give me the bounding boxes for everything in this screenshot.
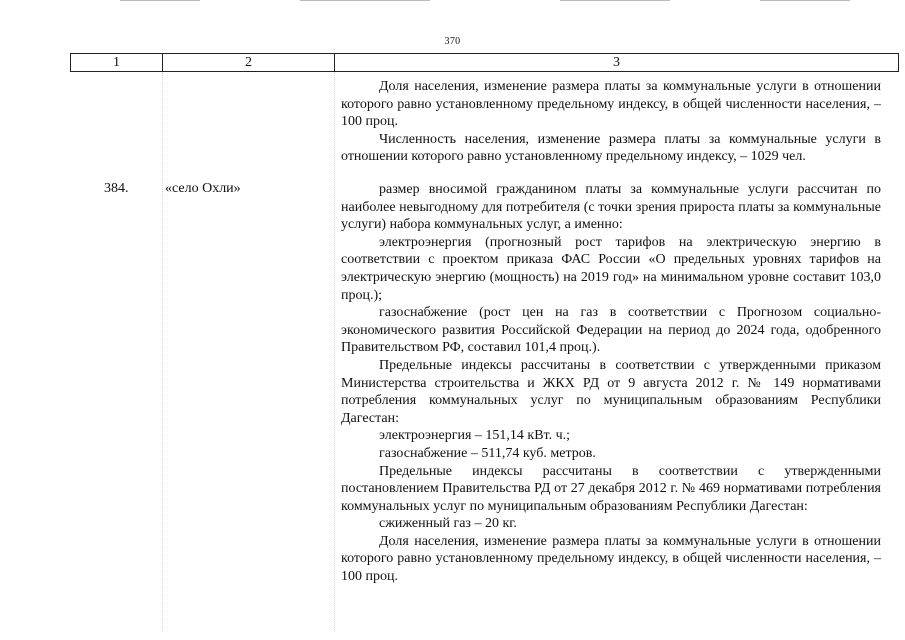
scan-edge-mark bbox=[760, 0, 850, 1]
paragraph: электроэнергия – 151,14 кВт. ч.; bbox=[379, 428, 571, 444]
scan-edge-mark bbox=[300, 0, 430, 1]
table-header bbox=[70, 53, 899, 72]
paragraph: газоснабжение (рост цен на газ в соответствии с Прогнозом социально-экономического развития Российской Федерации на период до 2024 года, одобренного Правительством РФ, составил 101,4 проц.). bbox=[341, 305, 881, 356]
paragraph: Предельные индексы рассчитаны в соответствии с утвержденными приказом Министерства строительства и ЖКХ РД от 9 августа 2012 г. № 149 нормативами потребления коммунальных услуг по муниципальным образованиям Республики Дагестан: bbox=[341, 357, 881, 426]
row-number: 384. bbox=[104, 181, 129, 196]
row-settlement-name: «село Охли» bbox=[165, 181, 241, 196]
paragraph: сжиженный газ – 20 кг. bbox=[379, 516, 517, 532]
header-col-3: 3 bbox=[335, 54, 899, 72]
column-divider bbox=[334, 72, 335, 632]
column-divider bbox=[162, 72, 163, 632]
paragraph: Численность населения, изменение размера платы за коммунальные услуги в отношении которого равно установленному предельному индексу, – 1029 чел. bbox=[341, 131, 881, 165]
header-col-1: 1 bbox=[71, 54, 163, 72]
paragraph: газоснабжение – 511,74 куб. метров. bbox=[379, 445, 596, 461]
scan-edge-mark bbox=[120, 0, 200, 1]
paragraph: Доля населения, изменение размера платы за коммунальные услуги в отношении которого равно установленному предельному индексу, в общей численности населения, – 100 проц. bbox=[341, 533, 881, 585]
paragraph: Предельные индексы рассчитаны в соответствии с утвержденными постановлением Правительства РД от 27 декабря 2012 г. № 469 нормативами потребления коммунальных услуг по муниципальным образованиям Республики Дагестан: bbox=[341, 463, 881, 514]
continuation-text bbox=[341, 78, 881, 166]
paragraph: электроэнергия (прогнозный рост тарифов на электрическую энергию в соответствии с проектом приказа ФАС России «О предельных уровнях тарифов на электрическую энергию (мощность) на 2019 год» на минимальном уровне составит 103,0 проц.); bbox=[341, 234, 881, 303]
header-col-2: 2 bbox=[163, 54, 335, 72]
row-text bbox=[341, 181, 881, 586]
page-number: 370 bbox=[444, 36, 461, 47]
scan-edge-mark bbox=[560, 0, 670, 1]
paragraph: размер вносимой гражданином платы за коммунальные услуги рассчитан по наиболее невыгодному для потребителя (с точки зрения прироста платы за коммунальные услуги) набора коммунальных услуг, а именно: bbox=[341, 182, 881, 233]
paragraph: Доля населения, изменение размера платы за коммунальные услуги в отношении которого равно установленному предельному индексу, в общей численности населения, – 100 проц. bbox=[341, 79, 881, 130]
